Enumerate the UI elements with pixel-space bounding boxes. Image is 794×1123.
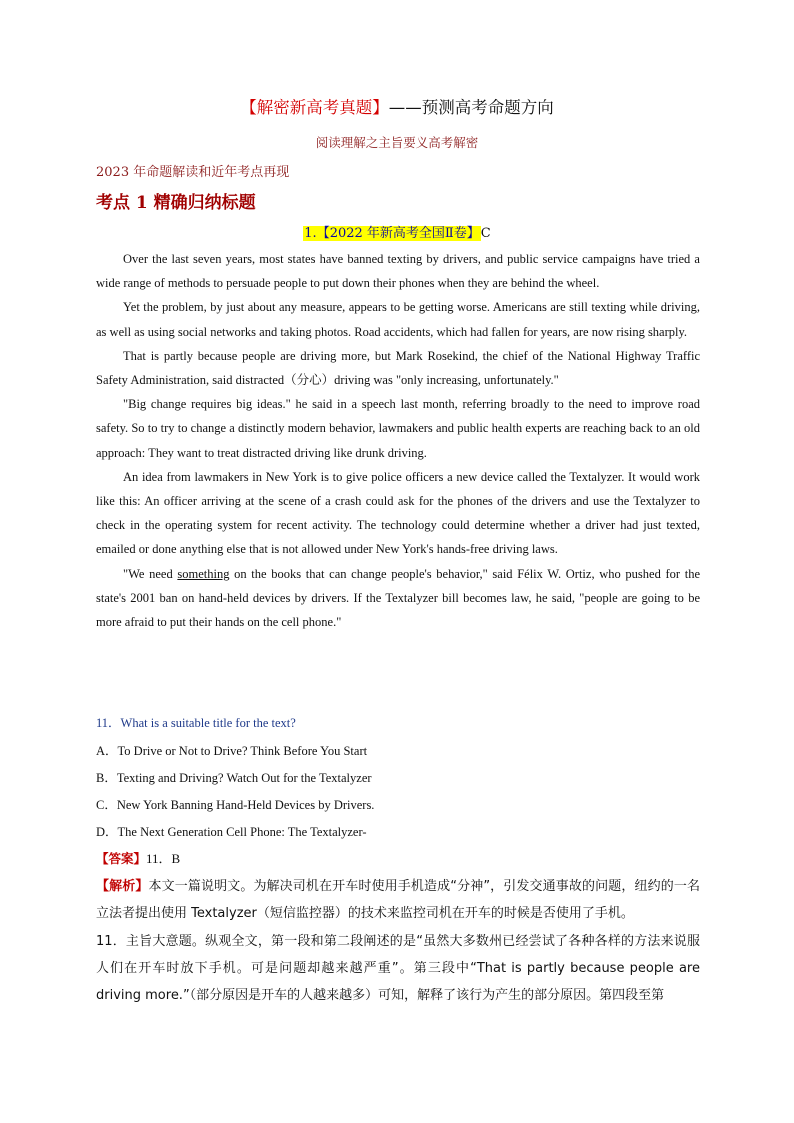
option-a: A．To Drive or Not to Drive? Think Before You Start xyxy=(96,744,368,758)
explanation-label: 【解析】 xyxy=(96,879,149,894)
source-prefix: 1. xyxy=(304,226,317,241)
title-bracket-right: 】 xyxy=(372,98,389,117)
paragraph-6-end: on the books that can change people's behavior," said Félix W. Ortiz, who pushed for the state's 2001 ban on hand-held devices by drivers. If the Textalyzer bill becomes law, he said, "people are going to be more afraid to put their hands on the cell phone." xyxy=(96,566,701,630)
answer-line xyxy=(96,848,180,867)
passage-paragraph-3: That is partly because people are driving more, but Mark Rosekind, the chief of the National Highway Traffic Safety Administration, said distracted（分心）driving was "only increasing, unfortunately." xyxy=(96,348,700,388)
passage-paragraph-4: "Big change requires big ideas." he said in a speech last month, referring broadly to the need to improve road safety. So to try to change a distinctly modern behavior, lawmakers and public health experts are reaching back to an old approach: They want to treat distracted driving like drunk driving. xyxy=(96,397,700,460)
title-bracket-left: 【 xyxy=(240,98,257,117)
answer-value: 11．B xyxy=(146,851,181,866)
kaodian-heading: 考点 1 精确归纳标题 xyxy=(96,193,256,213)
passage-paragraph-6 xyxy=(96,562,700,635)
title-rest: ——预测高考命题方向 xyxy=(388,98,554,117)
explanation-paragraph-1 xyxy=(96,873,700,928)
answer-label: 【答案】 xyxy=(96,851,147,866)
explanation-block xyxy=(96,873,700,1009)
explanation-text-1: 本文一篇说明文。为解决司机在开车时使用手机造成“分神”，引发交通事故的问题，纽约的一名立法者提出使用 Textalyzer（短信监控器）的技术来监控司机在开车的时候是否使用了手机。 xyxy=(96,879,700,922)
passage-paragraph-1: Over the last seven years, most states have banned texting by drivers, and public service campaigns have tried a wide range of methods to persuade people to put down their phones when they are behind the wheel. xyxy=(96,252,700,291)
reading-passage xyxy=(96,247,700,634)
underlined-word: something xyxy=(177,566,230,581)
source-line xyxy=(0,222,794,241)
question-stem: 11．What is a suitable title for the text? xyxy=(96,716,296,730)
title-main: 解密新高考真题 xyxy=(256,98,373,117)
passage-paragraph-5: An idea from lawmakers in New York is to give police officers a new device called the Textalyzer. It would work like this: An officer arriving at the scene of a crash could ask for the phones of the drivers and use the Textalyzer to check in the operating system for recent activity. The technology could determine whether a driver had just texted, emailed or done anything else that is not allowed under New York's hands-free driving laws. xyxy=(96,469,700,557)
explanation-paragraph-2: 11．主旨大意题。纵观全文，第一段和第二段阐述的是“虽然大多数州已经尝试了各种各样的方法来说服人们在开车时放下手机。可是问题却越来越严重”。第三段中“That is partly because people are driving more.”（部分原因是开车的人越来越多）可知，解释了该行为产生的部分原因。第四段至第 xyxy=(96,933,700,1004)
paragraph-6-start: "We need xyxy=(123,566,178,581)
passage-paragraph-2: Yet the problem, by just about any measure, appears to be getting worse. Americans are still texting while driving, as well as using social networks and taking photos. Road accidents, which had fallen for years, are now rising sharply. xyxy=(96,300,700,339)
year-line: 2023 年命题解读和近年考点再现 xyxy=(96,165,290,180)
option-d: D．The Next Generation Cell Phone: The Textalyzer- xyxy=(96,825,367,839)
source-label: 【2022 年新高考全国Ⅱ卷】 xyxy=(316,226,480,241)
option-c: C．New York Banning Hand-Held Devices by Drivers. xyxy=(96,798,375,812)
page-title xyxy=(0,98,794,118)
page-subtitle: 阅读理解之主旨要义高考解密 xyxy=(315,135,479,150)
option-b: B．Texting and Driving? Watch Out for the Textalyzer xyxy=(96,771,372,785)
source-suffix: C xyxy=(480,226,491,241)
source-highlight xyxy=(303,226,480,241)
